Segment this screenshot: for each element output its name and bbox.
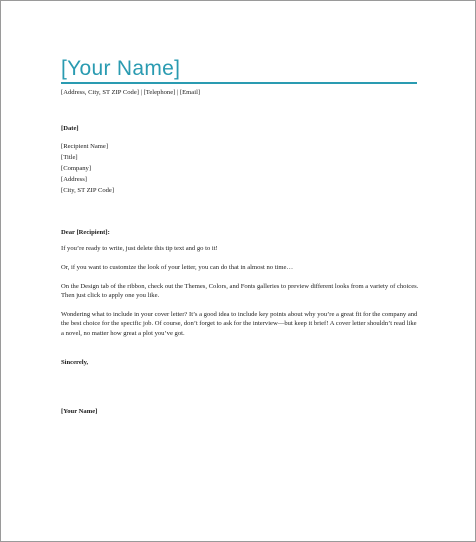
closing: Sincerely,	[61, 359, 89, 366]
salutation: Dear [Recipient]:	[61, 229, 110, 236]
sender-name: [Your Name]	[61, 57, 181, 80]
recipient-title: [Title]	[61, 154, 78, 161]
recipient-name: [Recipient Name]	[61, 143, 109, 150]
letter-date: [Date]	[61, 125, 79, 132]
body-paragraph: Wondering what to include in your cover letter? It’s a good idea to include key points about why you’re a great fit for the company and the best choice for the specific job. Of course, don’t forget to ask for the interview—but keep it brief! A cover letter shouldn’t read like a novel, no matter how great a plot you’ve got.	[61, 311, 418, 337]
sender-contact-line: [Address, City, ST ZIP Code] | [Telephone] | [Email]	[61, 89, 201, 96]
recipient-city-line: [City, ST ZIP Code]	[61, 187, 115, 194]
signature-name: [Your Name]	[61, 408, 98, 415]
recipient-company: [Company]	[61, 165, 92, 172]
header-rule	[61, 82, 417, 84]
body-paragraph: If you’re ready to write, just delete this tip text and go to it!	[61, 245, 218, 252]
body-paragraph: On the Design tab of the ribbon, check out the Themes, Colors, and Fonts galleries to preview different looks from a variety of choices. Then just click to apply one you like.	[61, 283, 419, 300]
recipient-address: [Address]	[61, 176, 88, 183]
body-paragraph: Or, if you want to customize the look of your letter, you can do that in almost no time…	[61, 264, 294, 271]
